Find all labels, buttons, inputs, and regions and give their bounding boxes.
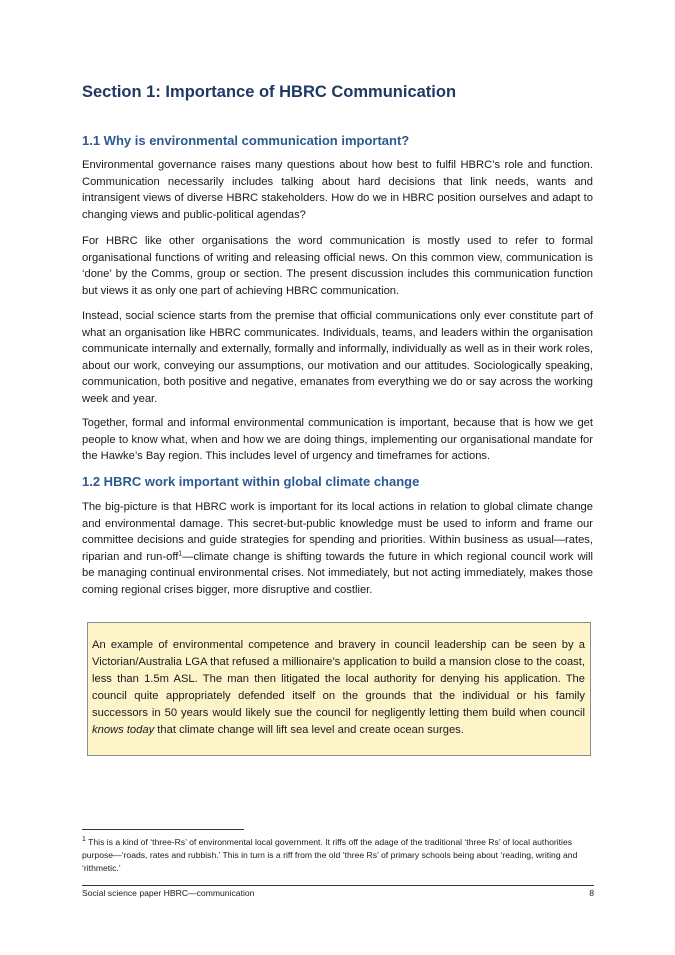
- paragraph-4: Together, formal and informal environmental communication is important, because that is how we get people to know what, when and how we are doing things, implementing our organisational mandate for the Hawke’s Bay region. This includes level of urgency and timeframes for actions.: [82, 417, 593, 463]
- paragraph-2: For HBRC like other organisations the word communication is mostly used to refer to formal organisational functions of writing and releasing official news. On this common view, communication is ‘done’ by the Comms, group or section. The present discussion includes this communication function but views it as only one part of achieving HBRC communication.: [82, 235, 593, 297]
- section-title: Section 1: Importance of HBRC Communication: [82, 83, 457, 101]
- footnote-reference[interactable]: 1: [178, 550, 183, 558]
- callout-text: [92, 637, 585, 739]
- paragraph-3: Instead, social science starts from the premise that official communications only ever constitute part of what an organisation like HBRC communicates. Individuals, teams, and leaders within the organisation communicate internally and externally, formally and informally, individually as well as in their work roles, about our work, conveying our assumptions, our motivation and our attitudes. Sociologically speaking, communication, both positive and negative, emanates from everything we do or say across the working week and year.: [82, 310, 593, 405]
- footer-divider: [82, 885, 594, 886]
- paragraph-5-start: The big-picture is that HBRC work is important for its local actions in relation to global climate change and environmental damage. This secret-but-public knowledge must be used to inform and frame our committee decisions and guide strategies for spending and priorities. Within business as usual—rates, riparian and run-off: [82, 501, 593, 563]
- footnote-divider: [82, 829, 244, 830]
- callout-text-end: that climate change will lift sea level and create ocean surges.: [154, 724, 464, 736]
- paragraph-5: [82, 499, 593, 599]
- footnote-text: This is a kind of ‘three-Rs’ of environmental local government. It riffs off the adage of the traditional ‘three Rs’ of local authorities purpose—‘roads, rates and rubbish.’ This in turn is a riff from the old ‘three Rs’ of primary schools being about ‘reading, writing and ‘rithmetic.’: [82, 837, 578, 873]
- page-number: 8: [589, 888, 594, 898]
- callout-emphasis: knows today: [92, 724, 155, 736]
- paragraph-5-end: —climate change is shifting towards the future in which regional council work will be managing continual environmental crises. Not immediately, but not acting immediately, makes those coming regional crises bigger, more disruptive and costlier.: [82, 550, 593, 596]
- example-callout-box: [87, 622, 591, 756]
- subsection-heading-1-1: 1.1 Why is environmental communication important?: [82, 133, 410, 148]
- subsection-heading-1-2: 1.2 HBRC work important within global climate change: [82, 474, 420, 489]
- footer-title: Social science paper HBRC—communication: [82, 888, 255, 898]
- footnote-number: 1: [82, 836, 86, 844]
- callout-text-start: An example of environmental competence and bravery in council leadership can be seen by a Victorian/Australia LGA that refused a millionaire’s application to build a mansion close to the coast, less than 1.5m ASL. The man then litigated the local authority for denying his application. The council quite appropriately defended itself on the grounds that the individual or his family successors in 50 years would likely sue the council for negligently letting them build when council: [92, 639, 585, 719]
- paragraph-1: Environmental governance raises many questions about how best to fulfil HBRC’s role and function. Communication necessarily includes talking about hard decisions that link needs, wants and intransigent views of diverse HBRC stakeholders. How do we in HBRC position ourselves and adapt to changing views and public-political agendas?: [82, 159, 593, 221]
- footnote: [82, 836, 592, 875]
